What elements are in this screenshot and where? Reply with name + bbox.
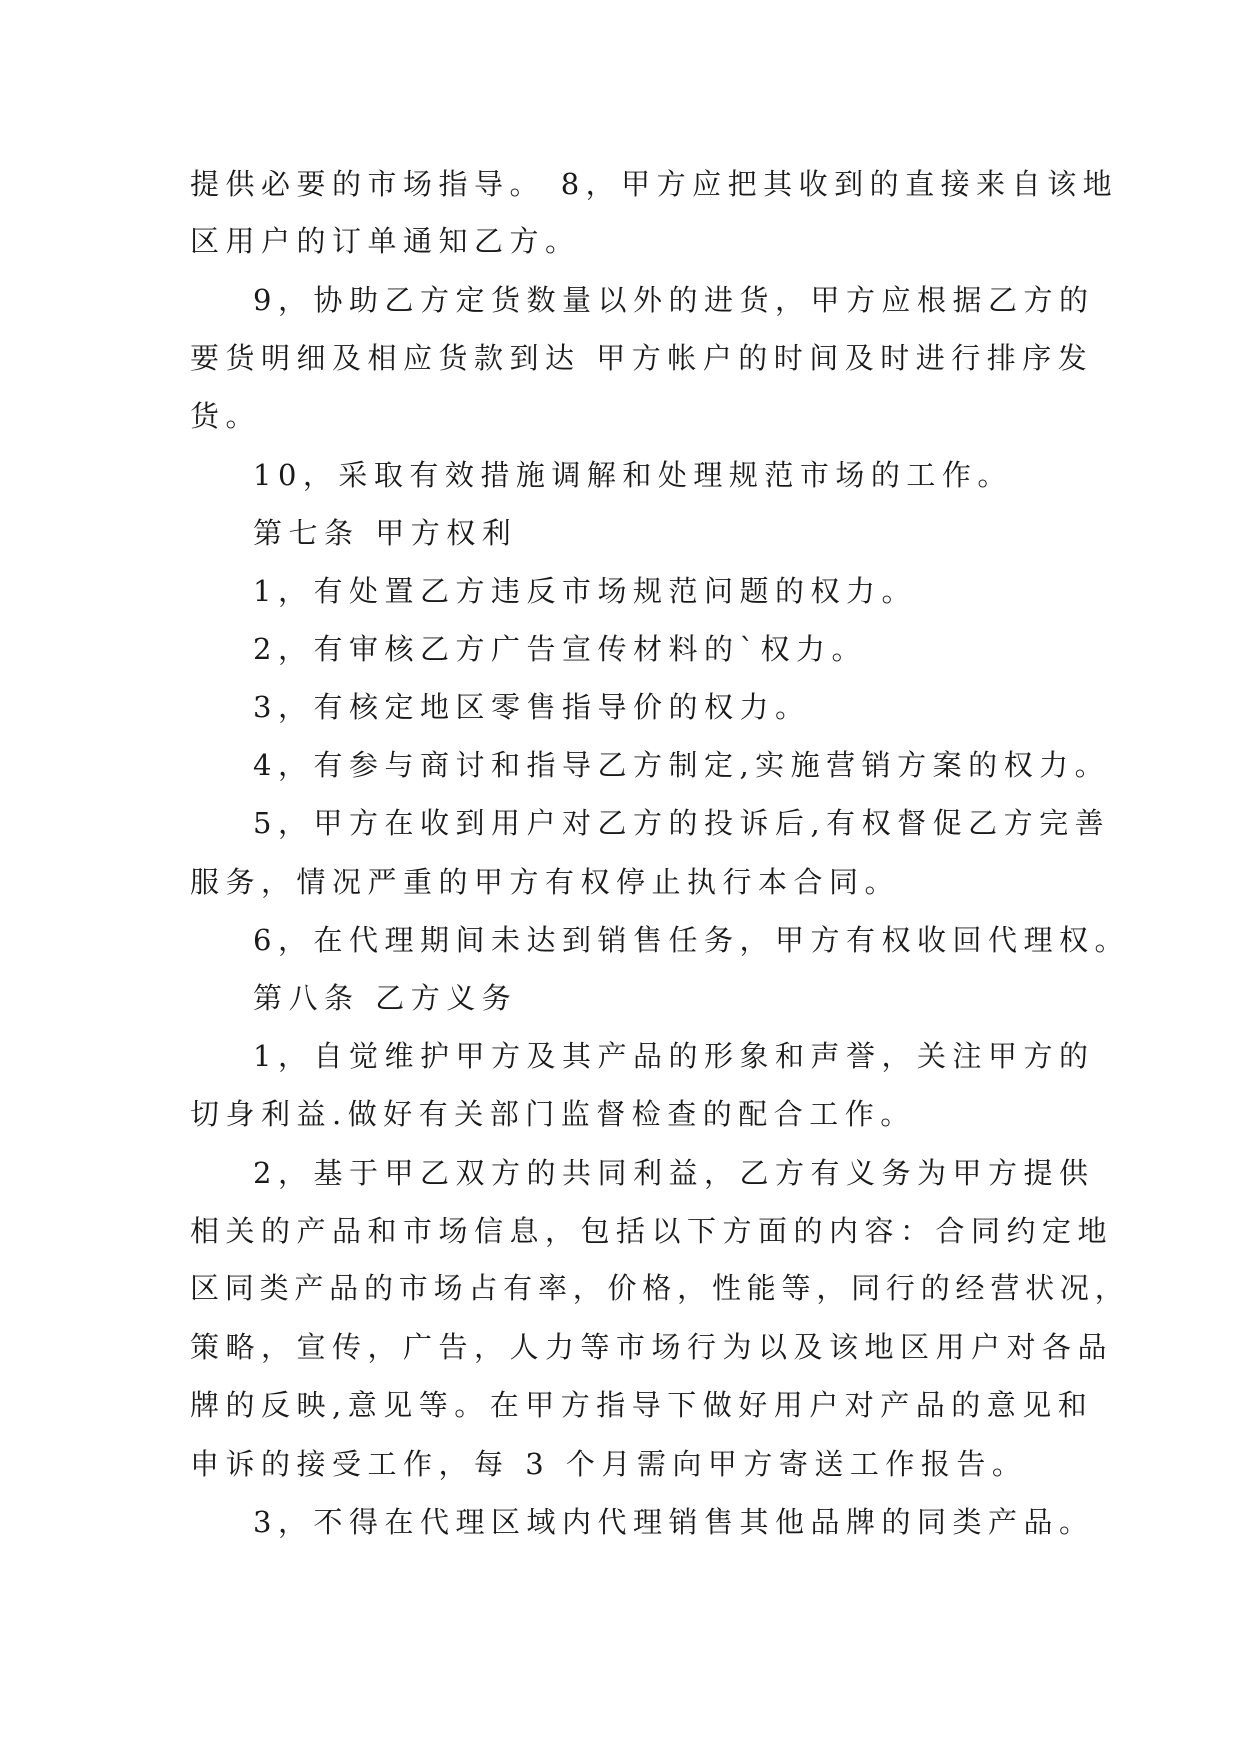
text-line: 4，有参与商讨和指导乙方制定,实施营销方案的权力。 <box>253 748 1111 782</box>
text-line: 切身利益.做好有关部门监督检查的配合工作。 <box>190 1097 916 1131</box>
text-line: 要货明细及相应货款到达 甲方帐户的时间及时进行排序发 <box>190 341 1094 375</box>
text-line: 3，不得在代理区域内代理销售其他品牌的同类产品。 <box>253 1505 1095 1539</box>
text-line: 10，采取有效措施调解和处理规范市场的工作。 <box>253 458 1013 492</box>
text-line: 申诉的接受工作，每 3 个月需向甲方寄送工作报告。 <box>190 1447 1028 1481</box>
text-line: 提供必要的市场指导。 8，甲方应把其收到的直接来自该地 <box>190 167 1119 201</box>
section-heading: 第八条 乙方义务 <box>253 981 518 1015</box>
text-line: 5，甲方在收到用户对乙方的投诉后,有权督促乙方完善 <box>253 806 1111 840</box>
text-line: 2，基于甲乙双方的共同利益，乙方有义务为甲方提供 <box>253 1156 1095 1190</box>
text-line: 1，有处置乙方违反市场规范问题的权力。 <box>253 574 917 608</box>
text-line: 2，有审核乙方广告宣传材料的`权力。 <box>253 632 867 666</box>
text-line: 策略，宣传，广告，人力等市场行为以及该地区用户对各品 <box>190 1330 1114 1364</box>
text-line: 区用户的订单通知乙方。 <box>190 224 581 258</box>
text-line: 相关的产品和市场信息，包括以下方面的内容：合同约定地 <box>190 1214 1114 1248</box>
section-heading: 第七条 甲方权利 <box>253 516 518 550</box>
text-line: 1，自觉维护甲方及其产品的形象和声誉，关注甲方的 <box>253 1039 1095 1073</box>
text-line: 货。 <box>190 399 262 433</box>
text-line: 6，在代理期间未达到销售任务，甲方有权收回代理权。 <box>253 923 1130 957</box>
text-line: 牌的反映,意见等。在甲方指导下做好用户对产品的意见和 <box>190 1388 1094 1422</box>
text-line: 服务，情况严重的甲方有权停止执行本合同。 <box>190 865 901 899</box>
text-line: 9，协助乙方定货数量以外的进货，甲方应根据乙方的 <box>253 283 1095 317</box>
text-line: 3，有核定地区零售指导价的权力。 <box>253 690 811 724</box>
text-line: 区同类产品的市场占有率，价格，性能等，同行的经营状况， <box>190 1271 1130 1305</box>
